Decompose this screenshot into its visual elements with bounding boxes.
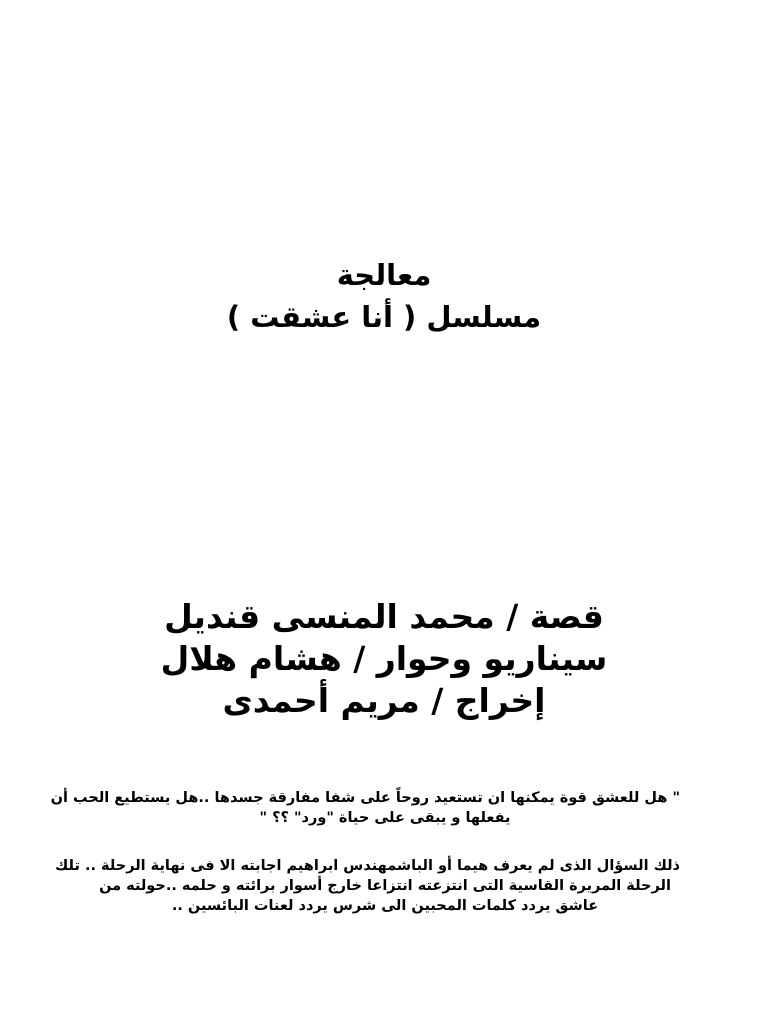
synopsis-line: " هل للعشق قوة يمكنها ان تستعيد روحاً على شفا مفارقة جسدها ..هل يستطيع الحب أن	[50, 790, 680, 806]
screenplay-credit: سيناريو وحوار / هشام هلال	[160, 639, 608, 678]
synopsis-line: عاشق يردد كلمات المحبين الى شرس يردد لعنات البائسين ..	[171, 898, 599, 914]
synopsis-line: يفعلها و يبقى على حياة "ورد" ؟؟ "	[259, 810, 511, 826]
synopsis-line: الرحلة المريرة القاسية التى انتزعته انتزاعا خارج أسوار برائته و حلمه ..حولته من	[99, 878, 671, 894]
document-label: معالجة	[336, 258, 432, 292]
synopsis-line: ذلك السؤال الذى لم يعرف هيما أو الباشمهندس ابراهيم اجابته الا فى نهاية الرحلة .. تلك	[55, 858, 680, 874]
synopsis-paragraph-2	[55, 856, 680, 916]
synopsis-paragraph-1	[50, 788, 680, 828]
title-block	[0, 254, 768, 338]
series-title: مسلسل ( أنا عشقت )	[226, 300, 542, 334]
credits-block	[0, 596, 768, 722]
story-credit: قصة / محمد المنسى قنديل	[164, 597, 604, 636]
direction-credit: إخراج / مريم أحمدى	[222, 681, 546, 720]
